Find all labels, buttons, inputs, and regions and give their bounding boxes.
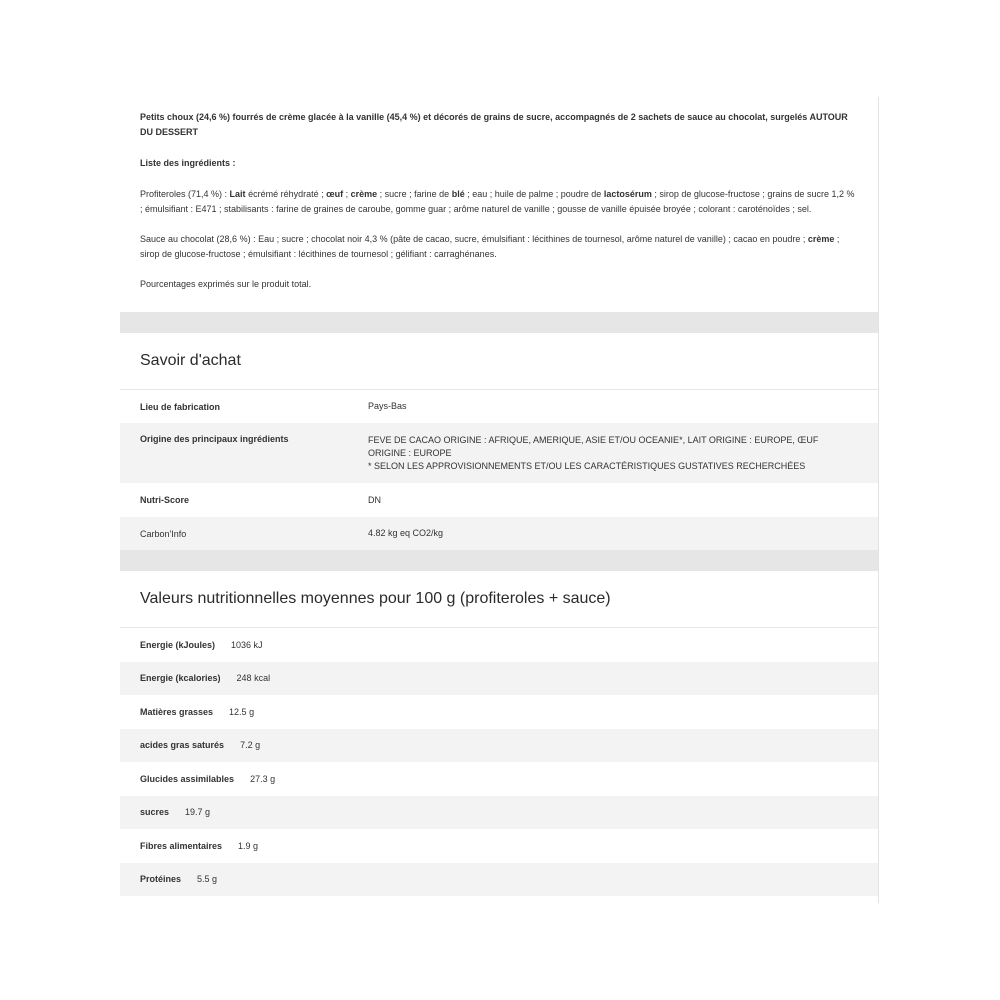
text: ; sucre ; farine de	[377, 189, 452, 199]
info-label: Lieu de fabrication	[140, 401, 221, 412]
allergen: lactosérum	[603, 189, 652, 199]
info-row	[120, 423, 878, 483]
info-row	[120, 483, 878, 517]
text: ; sirop de glucose-fructose ; émulsifiant : lécithines de tournesol ; gélifiant : carraghénanes.	[140, 234, 840, 259]
nutrition-row	[120, 662, 878, 696]
allergen: crème	[350, 189, 378, 199]
info-value: 4.82 kg eq CO2/kg	[368, 528, 444, 538]
nutrient-value: 5.5 g	[197, 874, 218, 885]
text: écrémé réhydraté ;	[245, 189, 327, 199]
nutrient-label: sucres	[140, 807, 170, 818]
section-title: Savoir d'achat	[120, 333, 878, 390]
nutrient-label: Matières grasses	[140, 706, 214, 717]
nutrition-row	[120, 762, 878, 796]
carbon-info-link[interactable]: Carbon'Info	[140, 528, 187, 539]
text: ; sirop de glucose-fructose ; grains de sucre 1,2 % ; émulsifiant : E471 ; stabilisants : farine de graines de caroube, gomme guar ; arôme naturel de vanille ; gousse de vanille épuisée broyée ; colorant : caroténoïdes ; sel.	[140, 189, 855, 214]
nutrient-value: 27.3 g	[250, 773, 276, 784]
nutrient-label: Fibres alimentaires	[140, 840, 223, 851]
text: Sauce au chocolat (28,6 %) : Eau ; sucre ; chocolat noir 4,3 % (pâte de cacao, sucre, émulsifiant : lécithines de tournesol, arôme naturel de vanille) ; cacao en poudre ;	[140, 234, 808, 244]
product-description: Petits choux (24,6 %) fourrés de crème glacée à la vanille (45,4 %) et décorés de grains de sucre, accompagnés de 2 sachets de sauce au chocolat, surgelés AUTOUR DU DESSERT	[140, 112, 848, 137]
nutrient-label: Glucides assimilables	[140, 773, 235, 784]
savoir-achat-section	[120, 333, 878, 550]
allergen: crème	[807, 234, 835, 244]
nutrient-value: 7.2 g	[240, 740, 261, 751]
section-separator	[120, 312, 878, 333]
text: Profiteroles (71,4 %) :	[140, 189, 230, 199]
allergen: Lait	[229, 189, 246, 199]
spacer	[120, 292, 878, 312]
nutrition-row	[120, 695, 878, 729]
nutrient-value: 248 kcal	[236, 673, 271, 684]
nutrient-value: 19.7 g	[185, 807, 211, 818]
text: ;	[343, 189, 351, 199]
nutrient-value: 12.5 g	[229, 706, 255, 717]
info-label: Origine des principaux ingrédients	[140, 434, 289, 444]
ingredients-profiteroles	[140, 187, 858, 217]
info-label: Nutri-Score	[140, 495, 190, 505]
percentage-note: Pourcentages exprimés sur le produit total.	[140, 279, 312, 289]
origin-line: FEVE DE CACAO ORIGINE : AFRIQUE, AMERIQUE, ASIE ET/OU OCEANIE*, LAIT ORIGINE : EUROPE, ŒUF ORIGINE : EUROPE	[368, 435, 819, 458]
nutrient-label: Energie (kcalories)	[140, 673, 221, 684]
info-row	[120, 517, 878, 550]
nutrient-label: Protéines	[140, 874, 182, 885]
info-value	[368, 434, 828, 473]
product-info-panel	[120, 97, 879, 903]
nutrition-row	[120, 729, 878, 763]
nutrition-row	[120, 863, 878, 897]
nutrition-row	[120, 796, 878, 830]
info-value: DN	[368, 494, 381, 505]
ingredients-title: Liste des ingrédients :	[140, 158, 236, 168]
ingredients-sauce	[140, 232, 858, 262]
info-row	[120, 390, 878, 423]
nutrient-value: 1.9 g	[238, 840, 259, 851]
nutrition-section	[120, 571, 878, 896]
nutrient-label: Energie (kJoules)	[140, 639, 216, 650]
section-separator	[120, 550, 878, 571]
allergen: blé	[451, 189, 465, 199]
text: ; eau ; huile de palme ; poudre de	[464, 189, 604, 199]
ingredients-section	[120, 97, 878, 292]
nutrient-label: acides gras saturés	[140, 740, 225, 751]
nutrition-row	[120, 628, 878, 662]
section-title: Valeurs nutritionnelles moyennes pour 100 g (profiteroles + sauce)	[120, 571, 878, 628]
origin-footnote: * SELON LES APPROVISIONNEMENTS ET/OU LES CARACTÉRISTIQUES GUSTATIVES RECHERCHÉES	[368, 461, 806, 471]
allergen: œuf	[326, 189, 344, 199]
info-value: Pays-Bas	[368, 401, 407, 411]
nutrition-row	[120, 829, 878, 863]
nutrient-value: 1036 kJ	[231, 639, 263, 650]
